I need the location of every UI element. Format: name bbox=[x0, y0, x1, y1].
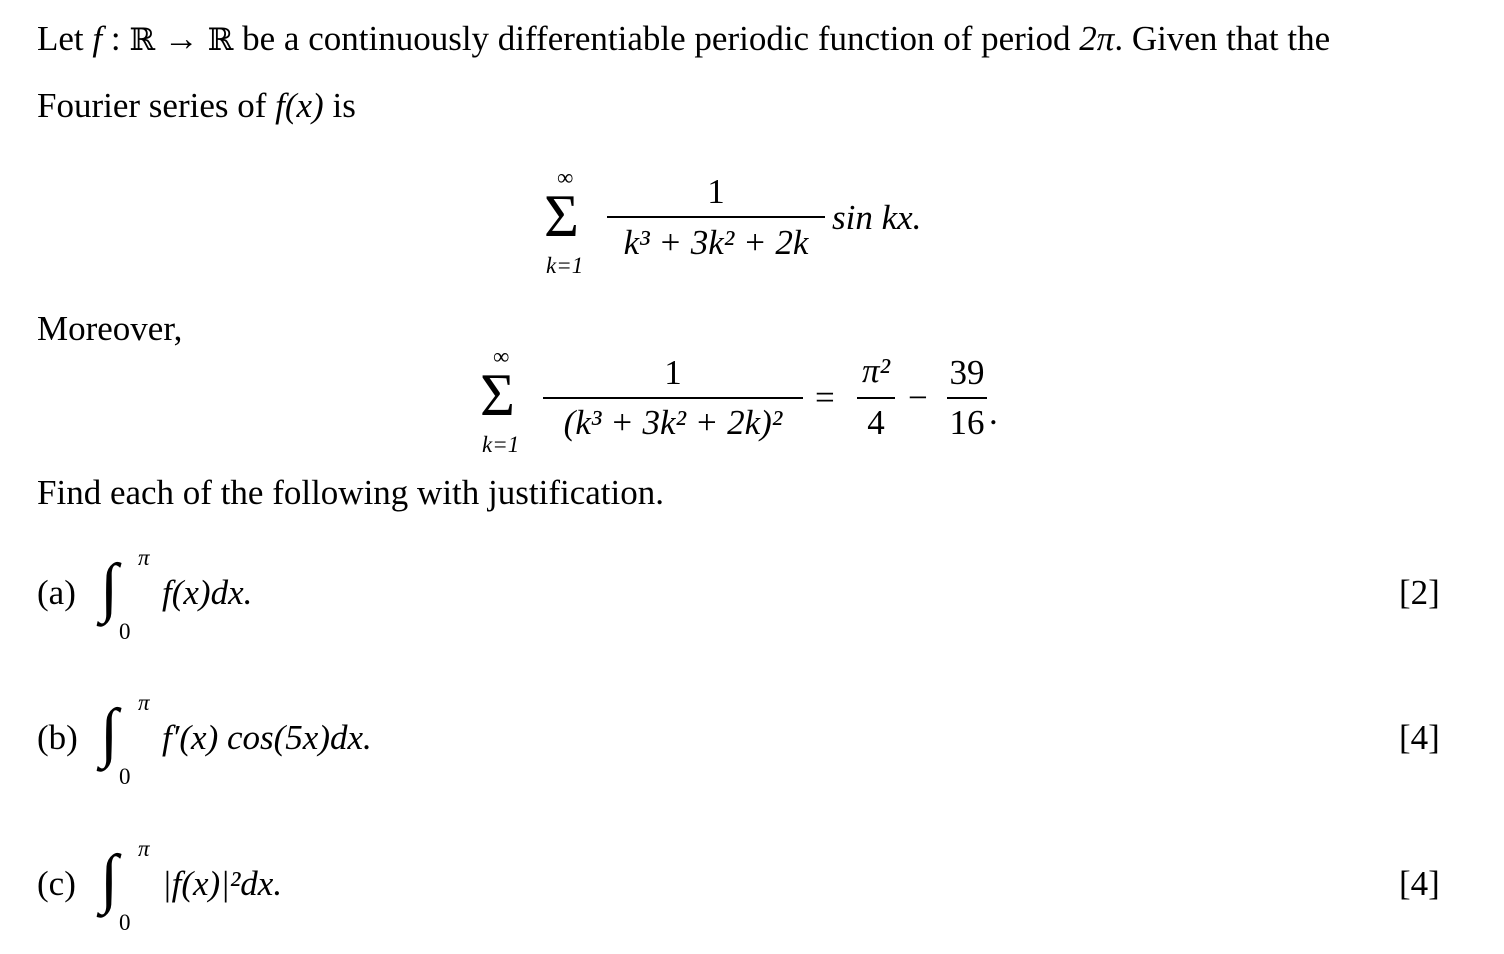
identity-period: . bbox=[989, 393, 998, 432]
identity-sigma-symbol: Σ bbox=[480, 362, 515, 428]
sigma-symbol: Σ bbox=[544, 183, 579, 249]
rhs-fraction-bar-1 bbox=[857, 397, 895, 399]
intro-f: f bbox=[92, 19, 103, 58]
intro-text-2: be a continuously differentiable periodic function of period bbox=[233, 19, 1080, 58]
identity-numerator: 1 bbox=[664, 353, 682, 392]
part-b-lower-limit: 0 bbox=[119, 764, 131, 789]
part-c-lower-limit: 0 bbox=[119, 910, 131, 935]
sum-upper-limit: ∞ bbox=[557, 165, 574, 190]
part-a-upper-limit: π bbox=[138, 545, 150, 570]
intro-line-2 bbox=[37, 88, 356, 123]
intro-text: Let bbox=[37, 19, 93, 58]
part-c-integrand: |f(x)|²dx. bbox=[162, 864, 283, 903]
instruction-text: Find each of the following with justification. bbox=[37, 473, 664, 512]
series-denominator: k³ + 3k² + 2k bbox=[623, 223, 809, 262]
rhs-numerator-39: 39 bbox=[949, 353, 985, 392]
intro-reals-domain: ℝ bbox=[129, 22, 156, 58]
identity-equals: = bbox=[815, 378, 835, 417]
part-b-label: (b) bbox=[37, 718, 78, 757]
identity-fraction-bar bbox=[543, 397, 803, 399]
part-a-marks: [2] bbox=[1399, 573, 1440, 612]
rhs-pi-squared: π² bbox=[861, 351, 891, 390]
part-b-integral-sign: ∫ bbox=[100, 696, 119, 769]
part-c-upper-limit: π bbox=[138, 836, 150, 861]
intro-period: 2π bbox=[1079, 19, 1115, 58]
part-b-integrand: f′(x) cos(5x)dx. bbox=[162, 718, 372, 757]
part-c-marks: [4] bbox=[1399, 864, 1440, 903]
part-b-upper-limit: π bbox=[138, 690, 150, 715]
intro-line-1 bbox=[37, 21, 1330, 56]
part-b-marks: [4] bbox=[1399, 718, 1440, 757]
intro-text-3: . Given that the bbox=[1114, 19, 1331, 58]
series-fraction-bar bbox=[607, 216, 825, 218]
rhs-denominator-16: 16 bbox=[949, 403, 985, 442]
sum-lower-limit: k=1 bbox=[546, 253, 584, 278]
part-c-integral-sign: ∫ bbox=[100, 842, 119, 915]
part-a-integrand: f(x)dx. bbox=[162, 573, 253, 612]
rhs-denominator-4: 4 bbox=[867, 403, 885, 442]
series-numerator: 1 bbox=[707, 172, 725, 211]
part-a-label: (a) bbox=[37, 573, 76, 612]
intro-reals-codomain: ℝ bbox=[207, 22, 234, 58]
intro-text-4: Fourier series of bbox=[37, 86, 276, 125]
part-a-integral-sign: ∫ bbox=[100, 551, 119, 624]
part-c-label: (c) bbox=[37, 864, 76, 903]
rhs-minus: − bbox=[908, 378, 928, 417]
rhs-fraction-bar-2 bbox=[947, 397, 987, 399]
intro-colon: : bbox=[102, 19, 130, 58]
identity-sum-lower-limit: k=1 bbox=[482, 432, 520, 457]
intro-fx: f(x) bbox=[275, 86, 324, 125]
moreover-text: Moreover, bbox=[37, 309, 183, 348]
series-sine-term: sin kx. bbox=[832, 198, 922, 237]
identity-sum-upper-limit: ∞ bbox=[493, 344, 510, 369]
intro-text-5: is bbox=[323, 86, 356, 125]
part-a-lower-limit: 0 bbox=[119, 619, 131, 644]
intro-arrow: → bbox=[155, 19, 208, 58]
identity-denominator: (k³ + 3k² + 2k)² bbox=[563, 403, 783, 442]
